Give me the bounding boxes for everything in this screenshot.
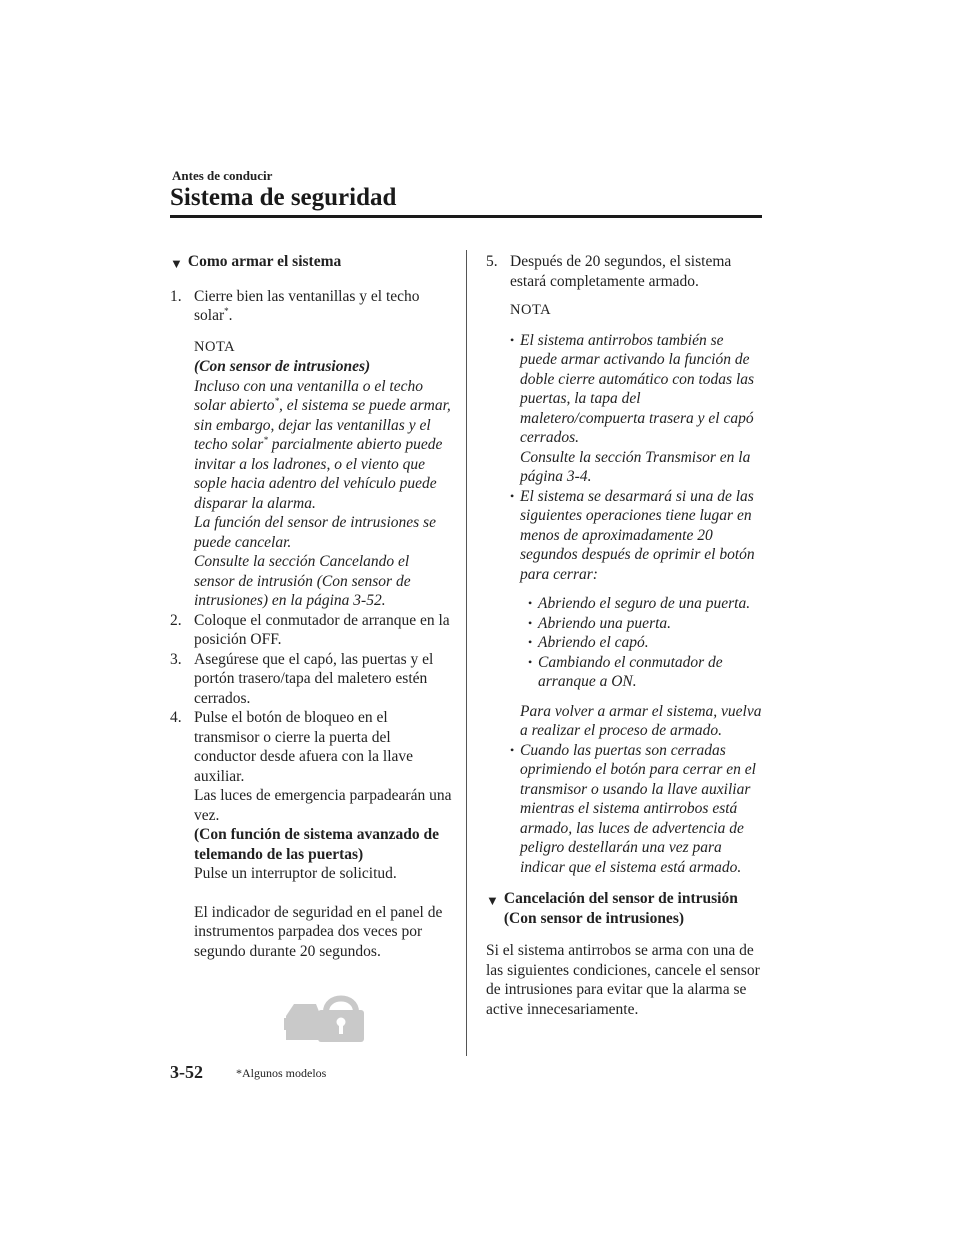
sub-list-item: • Abriendo una puerta.: [528, 614, 672, 632]
triangle-icon: ▼: [486, 893, 499, 908]
page-number: 3-52: [170, 1062, 203, 1082]
sub-list: [486, 594, 764, 692]
subheading-arm: [170, 252, 452, 274]
right-column: [486, 252, 764, 1019]
note-label: NOTA: [194, 338, 236, 355]
step-5: 5. Después de 20 segundos, el sistema estará completamente armado.: [486, 253, 732, 290]
subheading-cancel: ▼ Cancelación del sensor de intrusión (Con sensor de intrusiones): [486, 890, 738, 927]
security-indicator-icon: [282, 990, 366, 1047]
sub-list-item: • Abriendo el seguro de una puerta.: [528, 595, 751, 612]
step-4: 4. Pulse el botón de bloqueo en el transmisor o cierre la puerta del conductor desde afuera con la llave auxiliar. Las luces de emergencia parpadearán una vez. (Con función de sistema avanzado de telemando de las puertas) Pulse un interruptor de solicitud. El indicador de seguridad en el panel de instrumentos parpadea dos veces por segundo durante 20 segundos.: [170, 709, 452, 960]
page-title: Sistema de seguridad: [170, 184, 397, 211]
subheading-arm-text: Como armar el sistema: [187, 253, 342, 270]
sub-list-item: • Cambiando el conmutador de arranque a ON.: [528, 653, 723, 690]
note-subheading: (Con sensor de intrusiones): [194, 358, 371, 375]
note-block: [194, 338, 452, 611]
triangle-icon: ▼: [170, 256, 183, 271]
note-paragraph-3: Consulte la sección Cancelando el sensor de intrusión (Con sensor de intrusiones) en la página 3-52.: [194, 553, 411, 609]
bullet-icon: •: [510, 488, 515, 503]
cancel-paragraph: Si el sistema antirrobos se arma con una de las siguientes condiciones, cancele el sensor de intrusiones para evitar que la alarma se active innecesariamente.: [486, 942, 760, 1018]
step-2: 2. Coloque el conmutador de arranque en la posición OFF.: [170, 611, 450, 648]
note-label-2: NOTA: [510, 302, 552, 318]
step-1: 1. Cierre bien las ventanillas y el techo solar*.: [170, 287, 420, 324]
list-item: • El sistema se desarmará si una de las siguientes operaciones tiene lugar en menos de aproximadamente 20 segundos después de oprimir el botón para cerrar:: [510, 487, 755, 583]
step-3: 3. Asegúrese que el capó, las puertas y el portón trasero/tapa del maletero estén cerrados.: [170, 650, 434, 707]
note-paragraph: Incluso con una ventanilla o el techo solar abierto*, el sistema se puede armar, sin embargo, dejar las ventanillas y el techo solar* parcialmente abierto puede invitar a los ladrones, o el viento que sople hacia adentro del vehículo puede disparar la alarma.: [194, 377, 451, 512]
bullet-icon: •: [510, 332, 515, 347]
sub-list-item: • Abriendo el capó.: [528, 634, 649, 651]
title-rule: [170, 215, 762, 218]
bullet-icon: •: [510, 742, 515, 757]
list-item: • Cuando las puertas son cerradas oprimiendo el botón para cerrar en el transmisor o usando la llave auxiliar mientras el sistema antirrobos está armado, las luces de advertencia de peligro destellarán una vez para indicar que el sistema está armado.: [510, 741, 756, 876]
left-column: [170, 252, 452, 961]
bullet-icon: •: [528, 654, 533, 669]
bullet-icon: •: [528, 635, 533, 649]
step-4-condition: (Con función de sistema avanzado de telemando de las puertas): [194, 826, 440, 863]
column-divider: [466, 250, 467, 1056]
bullet-icon: •: [528, 596, 533, 610]
asterisk-mark: *: [224, 305, 229, 316]
section-label: Antes de conducir: [172, 168, 273, 183]
note-list: [486, 331, 764, 878]
note-paragraph-2: La función del sensor de intrusiones se puede cancelar.: [194, 514, 436, 551]
footnote: *Algunos modelos: [236, 1066, 327, 1080]
list-item: • El sistema antirrobos también se puede armar activando la función de doble cierre automático con todas las puertas, la tapa del maletero/compuerta trasera y el capó cerrados. Consulte la sección Transmisor en la página 3-4.: [510, 331, 755, 485]
rearm-text: Para volver a armar el sistema, vuelva a realizar el proceso de armado.: [520, 702, 762, 739]
bullet-icon: •: [528, 615, 533, 630]
